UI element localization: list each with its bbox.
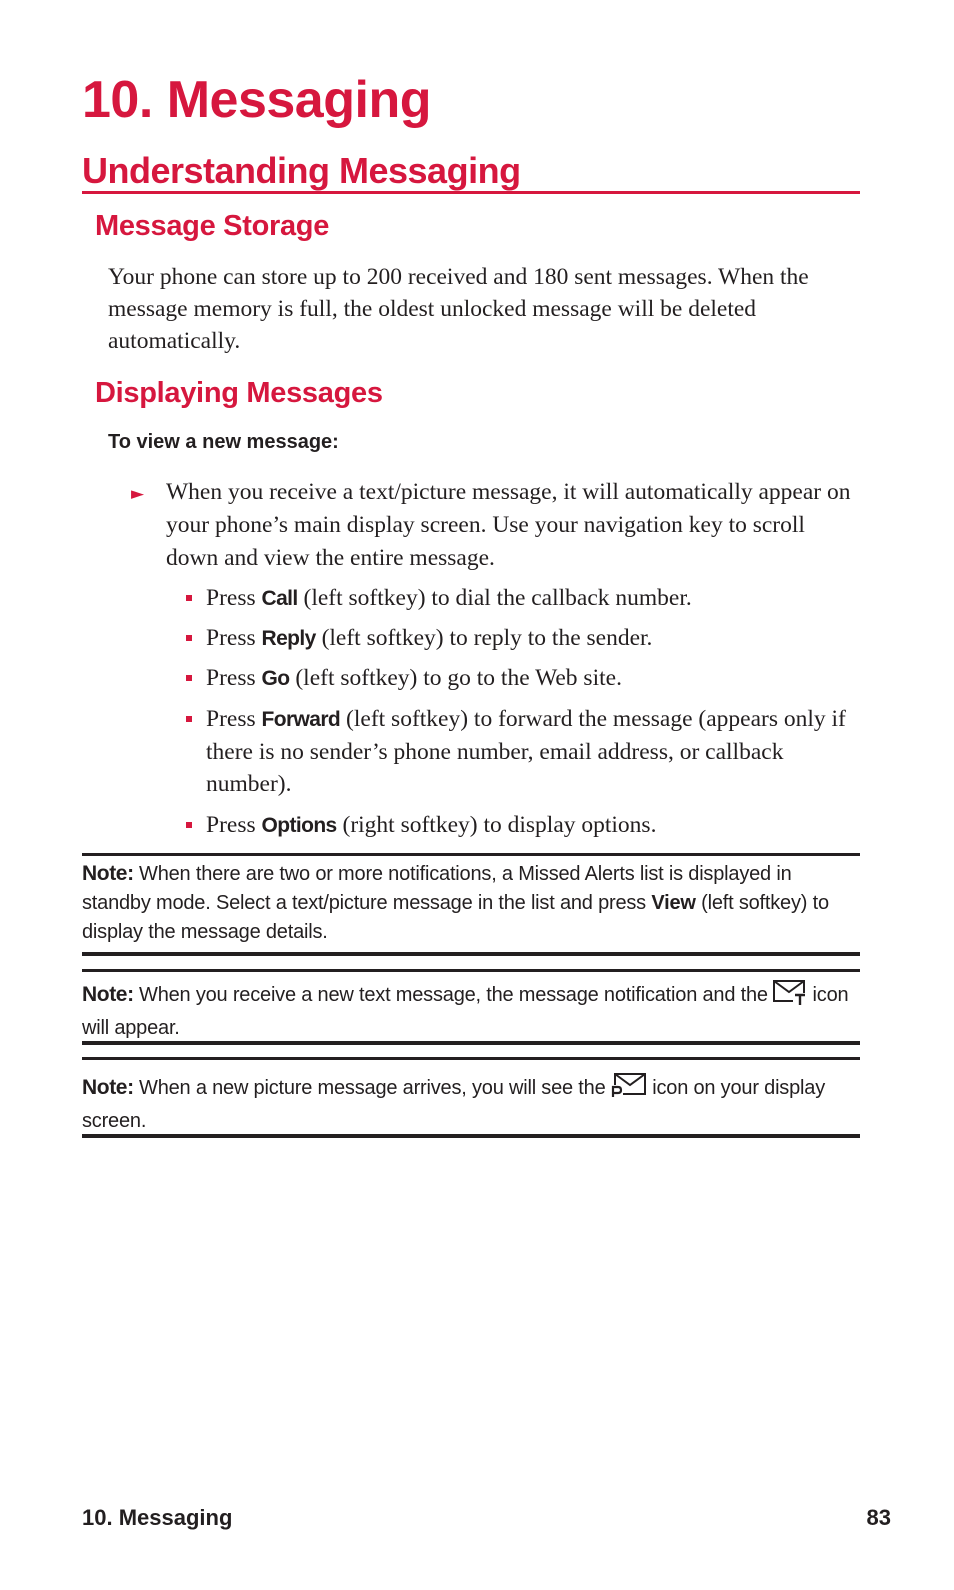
manual-page: 10. Messaging Understanding Messaging Message Storage Your phone can store up to 200 received and 180 sent messages. When the message memory is full, the oldest unlocked message will be deleted automatically. Displaying Messages To view a new message: ► When you receive a text/picture message, it will automatically appear on your phone’s main display screen. Use your navigation key to scroll down and view the entire message. Press Call (left softkey) to dial the callback number. Press Reply (left softkey) to reply to the sender. Press Go (left softkey) to go to the Web site. Press Forward (left softkey) to forward the message (appears only if there is no sender’s phone number, email address, or callback number). Press Options (right softkey) to display options. Note: When there are two or more notifications, a Missed Alerts list is displayed in standby mode. Select a text/picture message in the list and press View (left softkey) to display the message details. Note: When you receive a new text message, the message notification and the icon will appear. Note: When a new picture message arrives, you will see the icon on your display screen. 10. Messaging 83 xyxy=(82,71,891,1530)
softkey-label: Options xyxy=(261,814,337,837)
note-rule-top xyxy=(82,853,860,856)
note-rule-bottom xyxy=(82,1134,860,1138)
storage-paragraph: Your phone can store up to 200 received and 180 sent messages. When the message memory is full, the oldest unlocked message will be deleted automatically. xyxy=(108,264,809,354)
softkey-label: Call xyxy=(261,587,298,610)
note-box: Note: When a new picture message arrives, you will see the icon on your display screen. xyxy=(82,1072,860,1136)
page-number: 83 xyxy=(866,1505,891,1530)
section-title-rule xyxy=(82,191,860,194)
displaying-subheading: To view a new message: xyxy=(108,431,339,453)
note-label: Note: xyxy=(82,983,134,1006)
note-rule-top xyxy=(82,1057,860,1060)
note-box: Note: When there are two or more notifications, a Missed Alerts list is displayed in standby mode. Select a text/picture message in the list and press View (left softkey) to display the message details. xyxy=(82,862,829,943)
footer-section: 10. Messaging xyxy=(82,1505,233,1530)
softkey-label: Go xyxy=(261,667,290,690)
note-rule-bottom xyxy=(82,1041,860,1045)
square-bullet-icon xyxy=(186,822,192,828)
storage-heading: Message Storage xyxy=(95,210,330,242)
text-message-envelope-icon xyxy=(773,979,807,1014)
softkey-label: Reply xyxy=(261,627,316,650)
note-label: Note: xyxy=(82,862,134,885)
square-bullet-icon xyxy=(186,716,192,722)
square-bullet-icon xyxy=(186,595,192,601)
section-title: Understanding Messaging xyxy=(82,150,521,191)
square-bullet-icon xyxy=(186,675,192,681)
note-rule-bottom xyxy=(82,952,860,956)
softkey-label: View xyxy=(651,892,696,914)
square-bullet-icon xyxy=(186,635,192,641)
note-box: Note: When you receive a new text message, the message notification and the icon will appear. xyxy=(82,979,860,1043)
main-bullet-text: When you receive a text/picture message, it will automatically appear on your phone’s main display screen. Use your navigation key to scroll down and view the entire message. xyxy=(166,479,851,571)
arrow-bullet-icon: ► xyxy=(131,484,145,504)
softkey-label: Forward xyxy=(261,708,341,731)
displaying-heading: Displaying Messages xyxy=(95,377,383,409)
chapter-title: 10. Messaging xyxy=(82,71,431,129)
note-label: Note: xyxy=(82,1076,134,1099)
note-rule-top xyxy=(82,969,860,972)
picture-message-envelope-icon xyxy=(611,1072,647,1107)
